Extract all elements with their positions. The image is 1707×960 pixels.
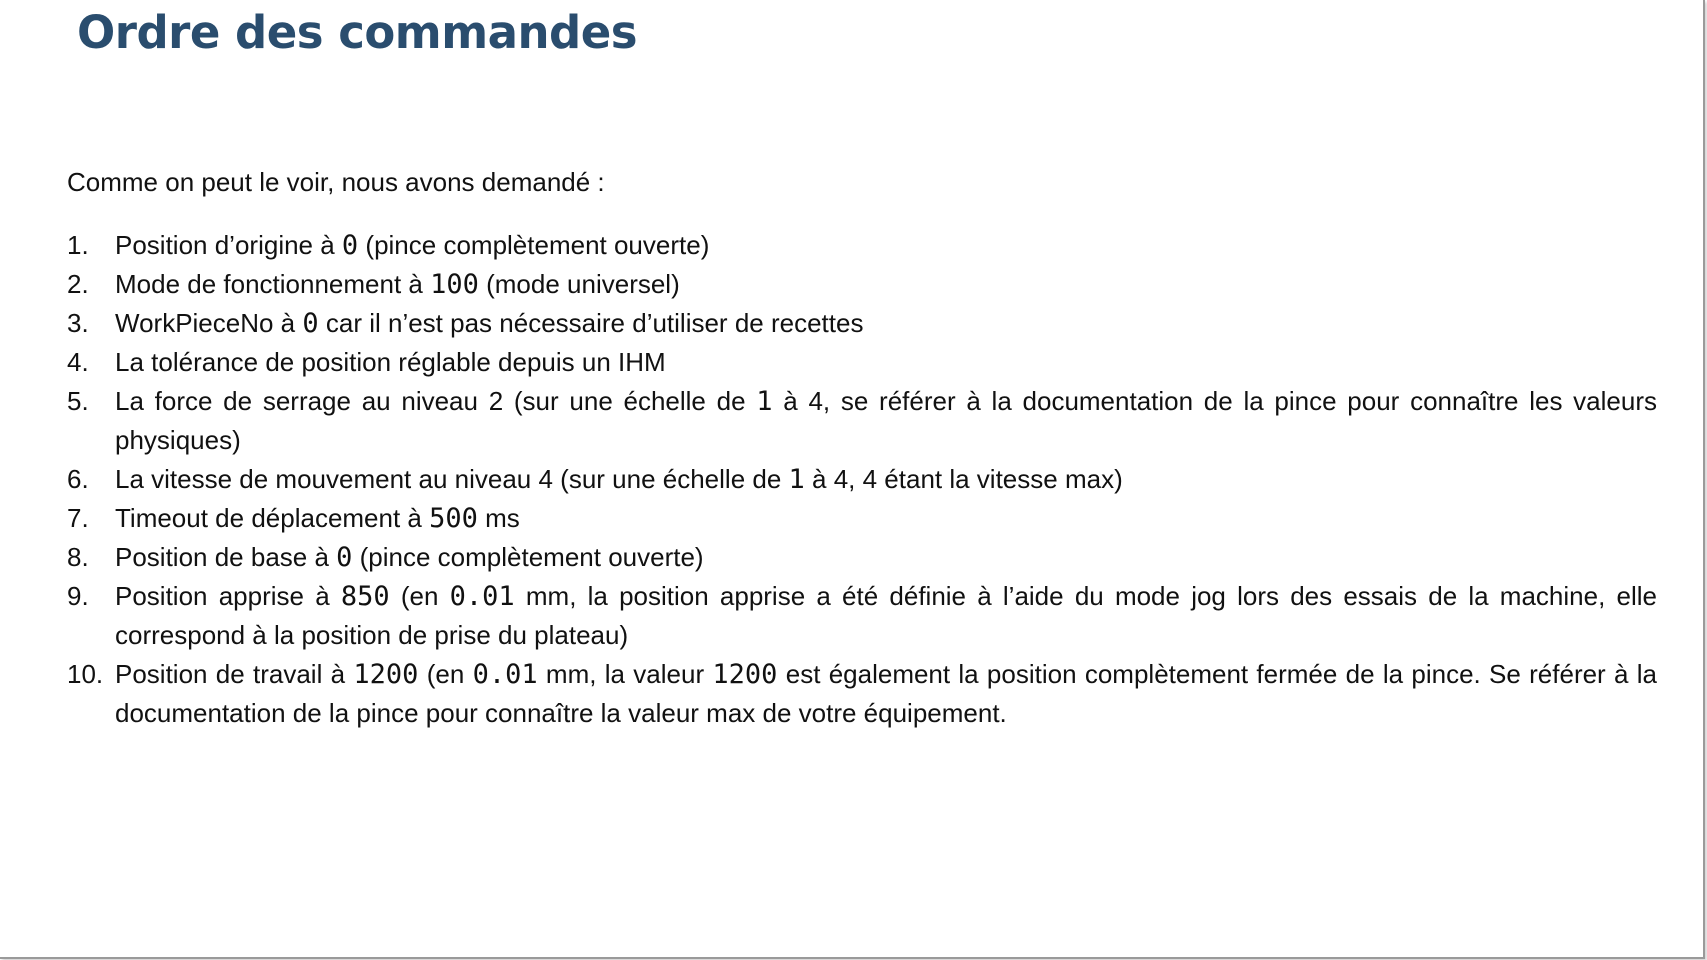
text-segment: Position de base à bbox=[115, 542, 337, 572]
page-title: Ordre des commandes bbox=[77, 6, 638, 59]
text-segment: La tolérance de position réglable depuis un IHM bbox=[115, 347, 666, 377]
text-segment: (pince complètement ouverte) bbox=[358, 230, 710, 260]
list-number: 3. bbox=[67, 308, 89, 338]
text-segment: La vitesse de mouvement au niveau 4 (sur une échelle de bbox=[115, 464, 789, 494]
list-number: 4. bbox=[67, 347, 89, 377]
list-item bbox=[67, 226, 1657, 265]
text-segment: La force de serrage au niveau 2 (sur une échelle de bbox=[115, 386, 757, 416]
value-code: 100 bbox=[430, 269, 479, 300]
list-item bbox=[67, 304, 1657, 343]
value-code: 0 bbox=[302, 308, 319, 339]
list-item bbox=[67, 382, 1657, 460]
list-item-text bbox=[115, 577, 1657, 655]
list-item bbox=[67, 538, 1657, 577]
value-code: 0.01 bbox=[449, 581, 515, 612]
intro-text: Comme on peut le voir, nous avons demandé : bbox=[67, 167, 605, 197]
text-segment: Mode de fonctionnement à bbox=[115, 269, 431, 299]
text-segment: (en bbox=[389, 581, 450, 611]
text-segment: à 4, 4 étant la vitesse max) bbox=[804, 464, 1123, 494]
list-item bbox=[67, 343, 1657, 382]
text-segment: mm, la valeur bbox=[537, 659, 713, 689]
command-list bbox=[67, 226, 1657, 733]
text-segment: Position de travail à bbox=[115, 659, 354, 689]
list-item bbox=[67, 265, 1657, 304]
text-segment: ms bbox=[477, 503, 520, 533]
list-number: 1. bbox=[67, 230, 89, 260]
list-number: 7. bbox=[67, 503, 89, 533]
list-number: 9. bbox=[67, 581, 89, 611]
value-code: 0 bbox=[341, 230, 359, 261]
list-number: 6. bbox=[67, 464, 89, 494]
text-segment: car il n’est pas nécessaire d’utiliser de recettes bbox=[318, 308, 864, 338]
text-segment: Timeout de déplacement à bbox=[115, 503, 430, 533]
value-code: 850 bbox=[340, 581, 390, 612]
list-item bbox=[67, 577, 1657, 655]
slide-body bbox=[67, 163, 1657, 733]
text-segment: Position d’origine à bbox=[115, 230, 342, 260]
list-item-text bbox=[115, 265, 1657, 304]
text-segment: à 4, se référer à la documentation de la pince pour connaître les valeurs physiques) bbox=[115, 386, 1657, 455]
list-item-text bbox=[115, 343, 1657, 382]
text-segment: Position apprise à bbox=[115, 581, 341, 611]
list-item-text bbox=[115, 382, 1657, 460]
list-item bbox=[67, 655, 1657, 733]
list-item-text bbox=[115, 655, 1657, 733]
text-segment: (mode universel) bbox=[478, 269, 680, 299]
list-number: 8. bbox=[67, 542, 89, 572]
text-segment: (pince complètement ouverte) bbox=[352, 542, 704, 572]
value-code: 1200 bbox=[353, 659, 419, 690]
value-code: 0 bbox=[336, 542, 353, 573]
list-number: 10. bbox=[67, 659, 104, 689]
text-segment: est également la position complètement fermée de la pince. Se référer à la documentation de la pince pour connaître la valeur max de votre équipement. bbox=[115, 659, 1657, 728]
value-code: 500 bbox=[429, 503, 478, 534]
value-code: 1200 bbox=[712, 659, 778, 690]
list-item-text bbox=[115, 304, 1657, 343]
list-item-text bbox=[115, 460, 1657, 499]
list-number: 2. bbox=[67, 269, 89, 299]
value-code: 1 bbox=[788, 464, 805, 495]
text-segment: mm, la position apprise a été définie à l’aide du mode jog lors des essais de la machine, elle correspond à la position de prise du plateau) bbox=[115, 581, 1657, 650]
text-segment: (en bbox=[418, 659, 473, 689]
list-item bbox=[67, 460, 1657, 499]
value-code: 0.01 bbox=[472, 659, 538, 690]
text-segment: WorkPieceNo à bbox=[115, 308, 303, 338]
list-item-text bbox=[115, 538, 1657, 577]
list-number: 5. bbox=[67, 386, 89, 416]
list-item-text bbox=[115, 499, 1657, 538]
value-code: 1 bbox=[756, 386, 773, 417]
list-item-text bbox=[115, 226, 1657, 265]
list-item bbox=[67, 499, 1657, 538]
